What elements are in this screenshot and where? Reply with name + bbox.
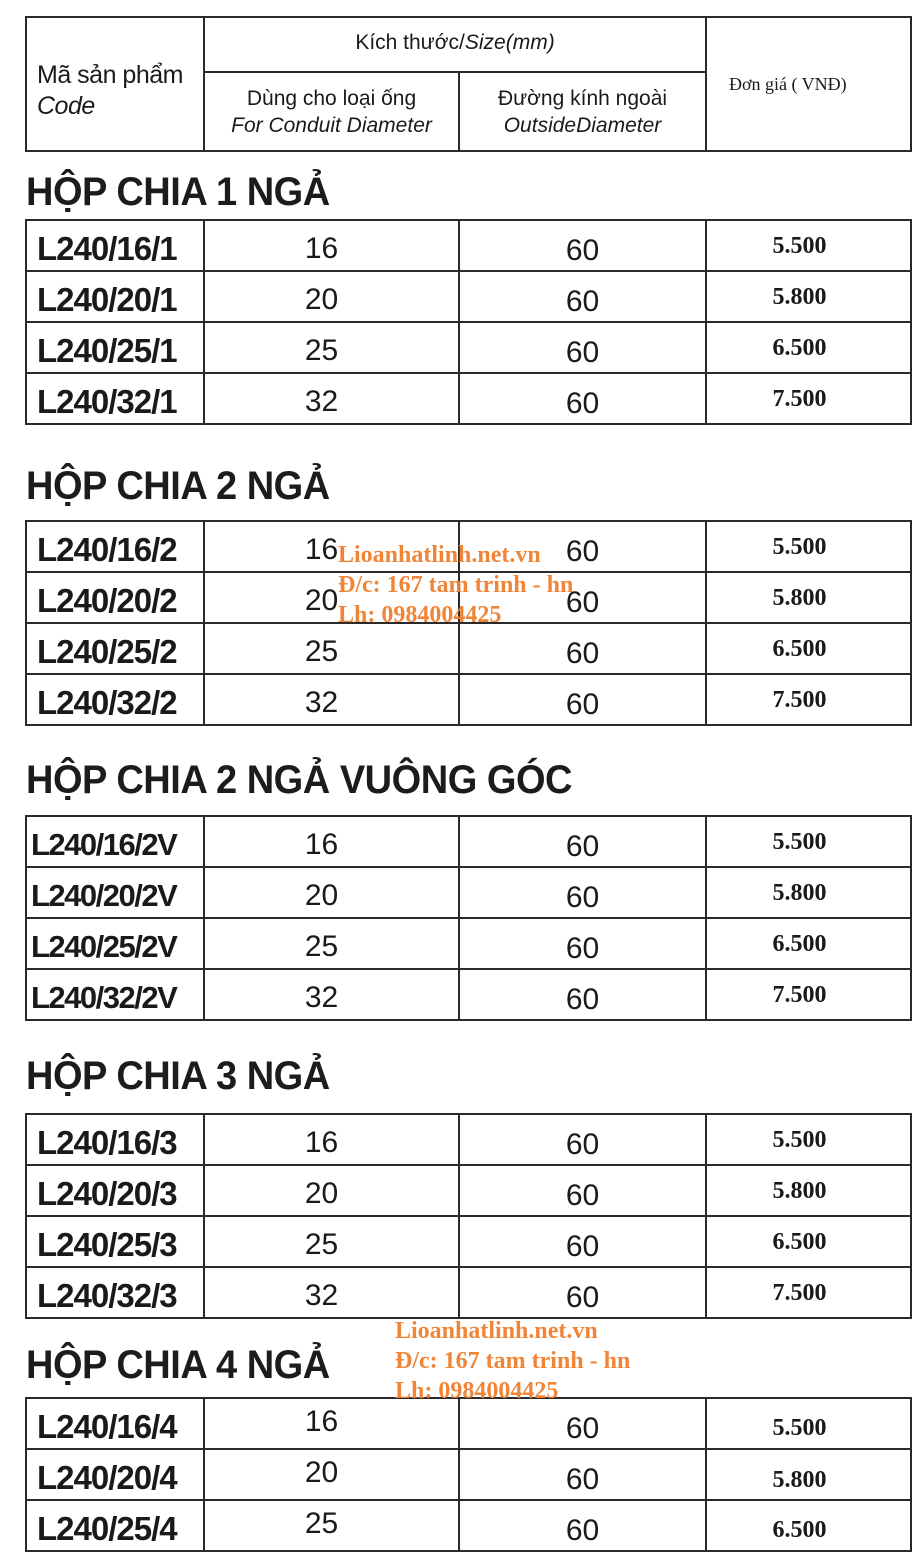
section-table [25,815,912,1021]
code-cell: L240/25/2 [27,624,205,673]
conduit-cell: 20 [205,573,460,622]
header-code-cell [27,18,205,150]
table-row [27,624,910,675]
conduit-cell: 25 [205,323,460,372]
outside-cell: 60 [460,817,707,866]
conduit-cell: 32 [205,1268,460,1317]
code-cell: L240/16/2V [27,817,205,866]
price-cell: 6.500 [772,636,827,662]
price-cell: 7.500 [772,687,827,713]
header-code-vi: Mã sản phẩm [37,61,183,89]
watermark-phone: Lh: 0984004425 [338,602,502,628]
conduit-cell: 16 [205,1399,460,1448]
table-row [27,1115,910,1166]
watermark-site: Lioanhatlinh.net.vn [338,542,541,568]
conduit-cell: 32 [205,675,460,724]
header-size-vi: Kích thước/ [355,31,465,54]
table-row [27,323,910,374]
conduit-cell: 16 [205,817,460,866]
section-title: HỘP CHIA 4 NGẢ [26,1343,330,1387]
price-cell: 5.500 [772,1415,827,1441]
watermark-address: Đ/c: 167 tam trinh - hn [395,1348,631,1374]
table-row [27,868,910,919]
price-cell: 6.500 [772,335,827,361]
outside-cell: 60 [460,1217,707,1266]
code-cell: L240/20/1 [27,272,205,321]
price-cell: 5.500 [772,233,827,259]
table-row [27,1166,910,1217]
table-row [27,221,910,272]
conduit-cell: 20 [205,1166,460,1215]
conduit-cell: 25 [205,624,460,673]
table-row [27,374,910,425]
conduit-cell: 32 [205,374,460,423]
code-cell: L240/32/1 [27,374,205,423]
table-row [27,1268,910,1319]
outside-cell: 60 [460,868,707,917]
code-cell: L240/32/2V [27,970,205,1019]
conduit-cell: 16 [205,221,460,270]
price-cell: 5.500 [772,1127,827,1153]
section-title: HỘP CHIA 1 NGẢ [26,170,330,214]
conduit-cell: 16 [205,522,460,571]
header-conduit-en: For Conduit Diameter [231,114,432,137]
price-cell: 5.500 [772,534,827,560]
table-row [27,1399,910,1450]
table-row [27,272,910,323]
price-cell: 6.500 [772,931,827,957]
table-row [27,1450,910,1501]
conduit-cell: 20 [205,272,460,321]
price-cell: 6.500 [772,1517,827,1543]
outside-cell: 60 [460,1166,707,1215]
table-header [25,16,912,152]
conduit-cell: 25 [205,919,460,968]
header-conduit-vi: Dùng cho loại ống [246,87,417,110]
outside-cell: 60 [460,522,707,571]
price-cell: 5.800 [772,880,827,906]
section-table [25,219,912,425]
outside-cell: 60 [460,272,707,321]
outside-cell: 60 [460,1115,707,1164]
watermark [338,540,573,630]
conduit-cell: 16 [205,1115,460,1164]
code-cell: L240/20/2V [27,868,205,917]
price-cell: 6.500 [772,1229,827,1255]
outside-cell: 60 [460,1501,707,1550]
outside-cell: 60 [460,1399,707,1448]
header-outside-cell [460,73,705,150]
section-title: HỘP CHIA 3 NGẢ [26,1054,330,1098]
conduit-cell: 32 [205,970,460,1019]
section-table [25,1113,912,1319]
table-row [27,1501,910,1552]
table-row [27,919,910,970]
code-cell: L240/20/4 [27,1450,205,1499]
code-cell: L240/16/4 [27,1399,205,1448]
outside-cell: 60 [460,1268,707,1317]
header-code-en: Code [37,92,95,120]
outside-cell: 60 [460,221,707,270]
code-cell: L240/20/3 [27,1166,205,1215]
table-row [27,675,910,726]
header-size-en: Size(mm) [464,31,555,54]
table-row [27,970,910,1021]
section-table [25,1397,912,1552]
conduit-cell: 25 [205,1501,460,1550]
watermark-phone: Lh: 0984004425 [395,1378,559,1404]
code-cell: L240/16/1 [27,221,205,270]
code-cell: L240/25/4 [27,1501,205,1550]
price-cell: 7.500 [772,982,827,1008]
table-row [27,1217,910,1268]
outside-cell: 60 [460,624,707,673]
outside-cell: 60 [460,374,707,423]
outside-cell: 60 [460,1450,707,1499]
conduit-cell: 20 [205,868,460,917]
header-outside-vi: Đường kính ngoài [497,87,668,110]
header-price-cell: Đơn giá ( VNĐ) [705,18,910,150]
code-cell: L240/16/2 [27,522,205,571]
price-cell: 5.800 [772,284,827,310]
price-cell: 7.500 [772,386,827,412]
price-cell: 7.500 [772,1280,827,1306]
table-row [27,817,910,868]
outside-cell: 60 [460,323,707,372]
price-cell: 5.800 [772,1178,827,1204]
watermark-site: Lioanhatlinh.net.vn [395,1318,598,1344]
outside-cell: 60 [460,919,707,968]
code-cell: L240/32/2 [27,675,205,724]
code-cell: L240/16/3 [27,1115,205,1164]
outside-cell: 60 [460,970,707,1019]
price-cell: 5.800 [772,1467,827,1493]
code-cell: L240/20/2 [27,573,205,622]
outside-cell: 60 [460,573,707,622]
watermark [395,1316,630,1406]
code-cell: L240/25/1 [27,323,205,372]
header-conduit-cell [205,73,460,150]
watermark-address: Đ/c: 167 tam trinh - hn [338,572,574,598]
section-title: HỘP CHIA 2 NGẢ VUÔNG GÓC [26,758,573,802]
code-cell: L240/25/3 [27,1217,205,1266]
code-cell: L240/32/3 [27,1268,205,1317]
code-cell: L240/25/2V [27,919,205,968]
conduit-cell: 25 [205,1217,460,1266]
outside-cell: 60 [460,675,707,724]
conduit-cell: 20 [205,1450,460,1499]
price-cell: 5.800 [772,585,827,611]
header-outside-en: OutsideDiameter [503,114,662,137]
header-size-cell [205,18,705,73]
price-cell: 5.500 [772,829,827,855]
section-title: HỘP CHIA 2 NGẢ [26,464,330,508]
